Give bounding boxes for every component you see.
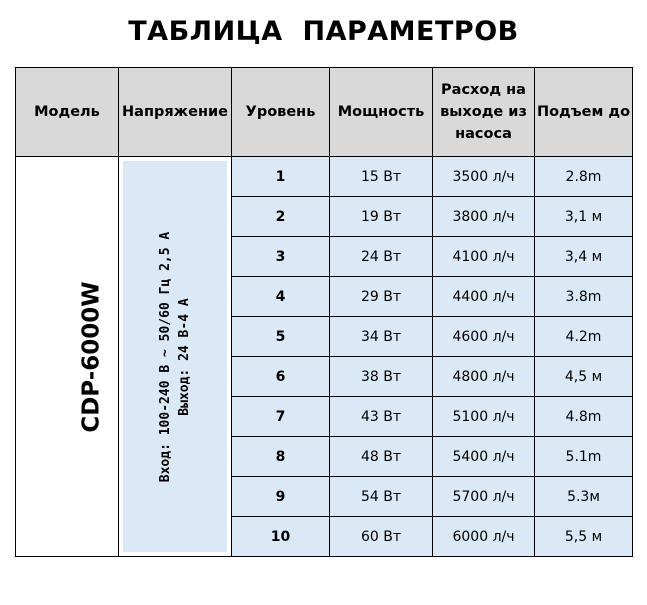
model-cell [16,157,119,557]
header-flow-line-2: выходе из [440,104,527,120]
power-cell: 38 Вт [330,357,433,397]
power-cell: 24 Вт [330,237,433,277]
level-cell: 7 [232,397,330,437]
flow-cell: 3500 л/ч [433,157,535,197]
lift-cell: 2.8m [535,157,633,197]
level-cell: 4 [232,277,330,317]
voltage-input: Вход: 100-240 В ~ 50/60 Гц 2,5 А [158,231,173,482]
lift-cell: 3,1 м [535,197,633,237]
level-cell: 10 [232,517,330,557]
power-cell: 34 Вт [330,317,433,357]
voltage-box [123,161,227,552]
level-cell: 3 [232,237,330,277]
flow-cell: 5700 л/ч [433,477,535,517]
flow-cell: 5400 л/ч [433,437,535,477]
header-power: Мощность [330,68,433,157]
flow-cell: 4600 л/ч [433,317,535,357]
level-cell: 8 [232,437,330,477]
flow-cell: 4100 л/ч [433,237,535,277]
lift-cell: 3.8m [535,277,633,317]
power-cell: 48 Вт [330,437,433,477]
level-cell: 2 [232,197,330,237]
level-cell: 6 [232,357,330,397]
lift-cell: 4.2m [535,317,633,357]
power-cell: 29 Вт [330,277,433,317]
flow-cell: 4800 л/ч [433,357,535,397]
power-cell: 15 Вт [330,157,433,197]
power-cell: 19 Вт [330,197,433,237]
power-cell: 60 Вт [330,517,433,557]
voltage-output: Выход: 24 В-4 А [177,297,192,416]
page-title: ТАБЛИЦА ПАРАМЕТРОВ [128,16,519,47]
power-cell: 43 Вт [330,397,433,437]
level-cell: 5 [232,317,330,357]
voltage-cell [119,157,232,557]
model-name: CDP-6000W [78,280,105,433]
lift-cell: 3,4 м [535,237,633,277]
lift-cell: 5,5 м [535,517,633,557]
flow-cell: 6000 л/ч [433,517,535,557]
header-row [16,68,633,157]
header-model: Модель [16,68,119,157]
header-voltage: Напряжение [119,68,232,157]
table-body [16,157,633,557]
lift-cell: 4,5 м [535,357,633,397]
flow-cell: 5100 л/ч [433,397,535,437]
header-flow [433,68,535,157]
header-flow-line-1: Расход на [441,82,526,98]
parameters-table [15,67,633,557]
lift-cell: 5.1m [535,437,633,477]
power-cell: 54 Вт [330,477,433,517]
header-level: Уровень [232,68,330,157]
level-cell: 9 [232,477,330,517]
table-row [16,157,633,197]
level-cell: 1 [232,157,330,197]
flow-cell: 3800 л/ч [433,197,535,237]
lift-cell: 5.3м [535,477,633,517]
lift-cell: 4.8m [535,397,633,437]
flow-cell: 4400 л/ч [433,277,535,317]
voltage-text [156,231,194,481]
header-flow-line-3: насоса [455,126,512,142]
header-lift: Подъем до [535,68,633,157]
